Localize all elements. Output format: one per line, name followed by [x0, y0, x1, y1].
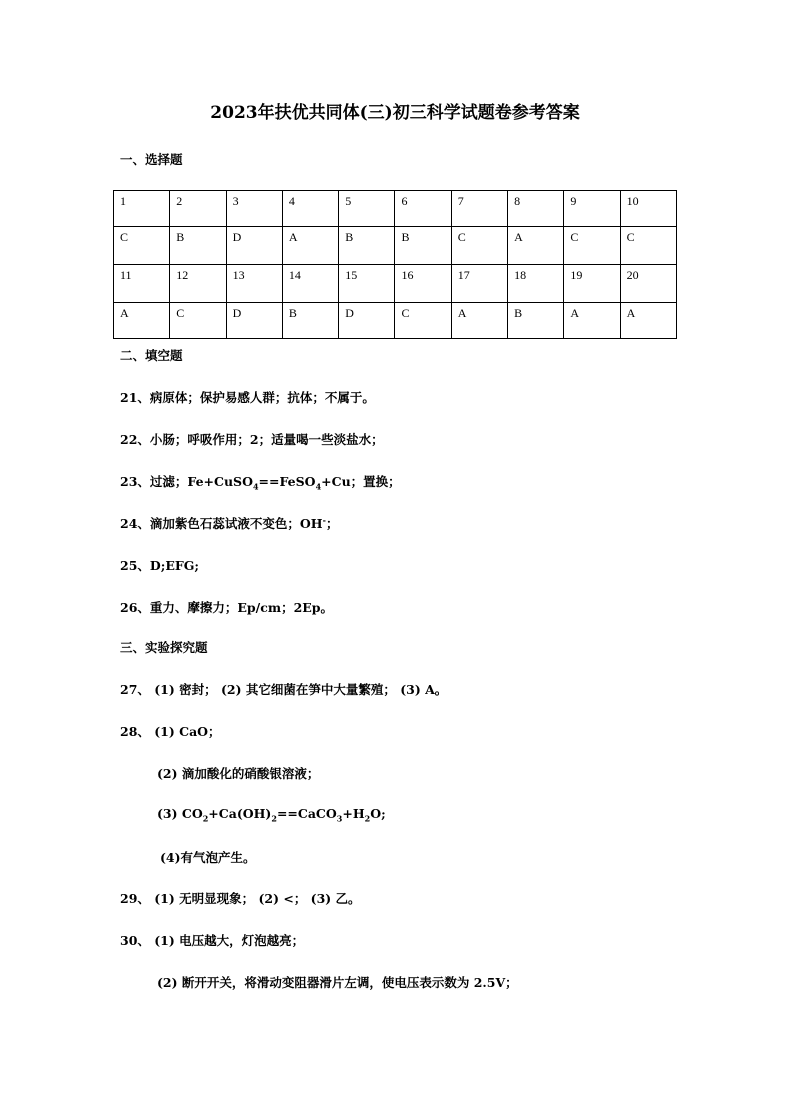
table-cell: A — [620, 303, 676, 339]
table-cell: 19 — [564, 265, 620, 303]
table-cell: 5 — [339, 191, 395, 227]
table-cell: 6 — [395, 191, 451, 227]
answer-23: 23、过滤；Fe+CuSO$_4$==FeSO$_4$+Cu；置换； — [120, 474, 401, 492]
table-cell: D — [226, 303, 282, 339]
table-row — [114, 191, 677, 227]
table-cell: B — [508, 303, 564, 339]
table-row — [114, 265, 677, 303]
table-cell: 20 — [620, 265, 676, 303]
answer-28-1: 28、 (1) CaO； — [120, 724, 221, 739]
table-cell: 15 — [339, 265, 395, 303]
table-cell: 16 — [395, 265, 451, 303]
table-cell: C — [170, 303, 226, 339]
answer-25: 25、D;EFG; — [120, 558, 200, 573]
answer-30-2: (2) 断开开关，将滑动变阻器滑片左调，使电压表示数为 2.5V； — [157, 975, 518, 990]
answer-21: 21、病原体；保护易感人群；抗体；不属于。 — [120, 390, 375, 405]
answer-30-1: 30、 (1) 电压越大，灯泡越亮； — [120, 933, 305, 948]
section-experiment-heading: 三、实验探究题 — [120, 640, 208, 655]
table-cell: 13 — [226, 265, 282, 303]
answer-28-4: (4)有气泡产生。 — [160, 850, 256, 865]
answer-24: 24、滴加紫色石蕊试液不变色；OH-； — [120, 514, 339, 531]
table-cell: C — [114, 227, 170, 265]
answer-28-3: (3) $CO_2+Ca(OH)_2==CaCO_3+H_2O$; — [157, 806, 386, 824]
table-cell: 11 — [114, 265, 170, 303]
section-choice-heading: 一、选择题 — [120, 152, 183, 167]
table-cell: 1 — [114, 191, 170, 227]
answer-28-2: (2) 滴加酸化的硝酸银溶液； — [157, 766, 320, 781]
table-cell: 3 — [226, 191, 282, 227]
table-cell: D — [226, 227, 282, 265]
table-cell: 12 — [170, 265, 226, 303]
table-cell: 4 — [282, 191, 338, 227]
answer-27: 27、 (1) 密封； (2) 其它细菌在笋中大量繁殖； (3) A。 — [120, 682, 448, 697]
table-cell: A — [564, 303, 620, 339]
table-cell: A — [114, 303, 170, 339]
table-cell: 8 — [508, 191, 564, 227]
table-row — [114, 227, 677, 265]
table-cell: 7 — [451, 191, 507, 227]
table-cell: 18 — [508, 265, 564, 303]
table-cell: 10 — [620, 191, 676, 227]
answer-29: 29、 (1) 无明显现象； (2) <； (3) 乙。 — [120, 891, 361, 906]
table-cell: C — [395, 303, 451, 339]
table-cell: 2 — [170, 191, 226, 227]
table-cell: 9 — [564, 191, 620, 227]
table-cell: D — [339, 303, 395, 339]
answer-26: 26、重力、摩擦力；Ep/cm；2Ep。 — [120, 600, 334, 615]
table-cell: A — [451, 303, 507, 339]
table-cell: B — [282, 303, 338, 339]
table-row — [114, 303, 677, 339]
page-title: 2023年扶优共同体(三)初三科学试题卷参考答案 — [210, 103, 580, 123]
table-cell: A — [282, 227, 338, 265]
section-fill-heading: 二、填空题 — [120, 348, 183, 363]
table-cell: C — [620, 227, 676, 265]
answer-table — [113, 190, 677, 339]
table-cell: C — [564, 227, 620, 265]
table-cell: B — [395, 227, 451, 265]
table-cell: C — [451, 227, 507, 265]
answer-22: 22、小肠；呼吸作用；2；适量喝一些淡盐水； — [120, 432, 384, 447]
table-cell: 14 — [282, 265, 338, 303]
table-cell: 17 — [451, 265, 507, 303]
table-cell: B — [170, 227, 226, 265]
table-cell: B — [339, 227, 395, 265]
table-cell: A — [508, 227, 564, 265]
